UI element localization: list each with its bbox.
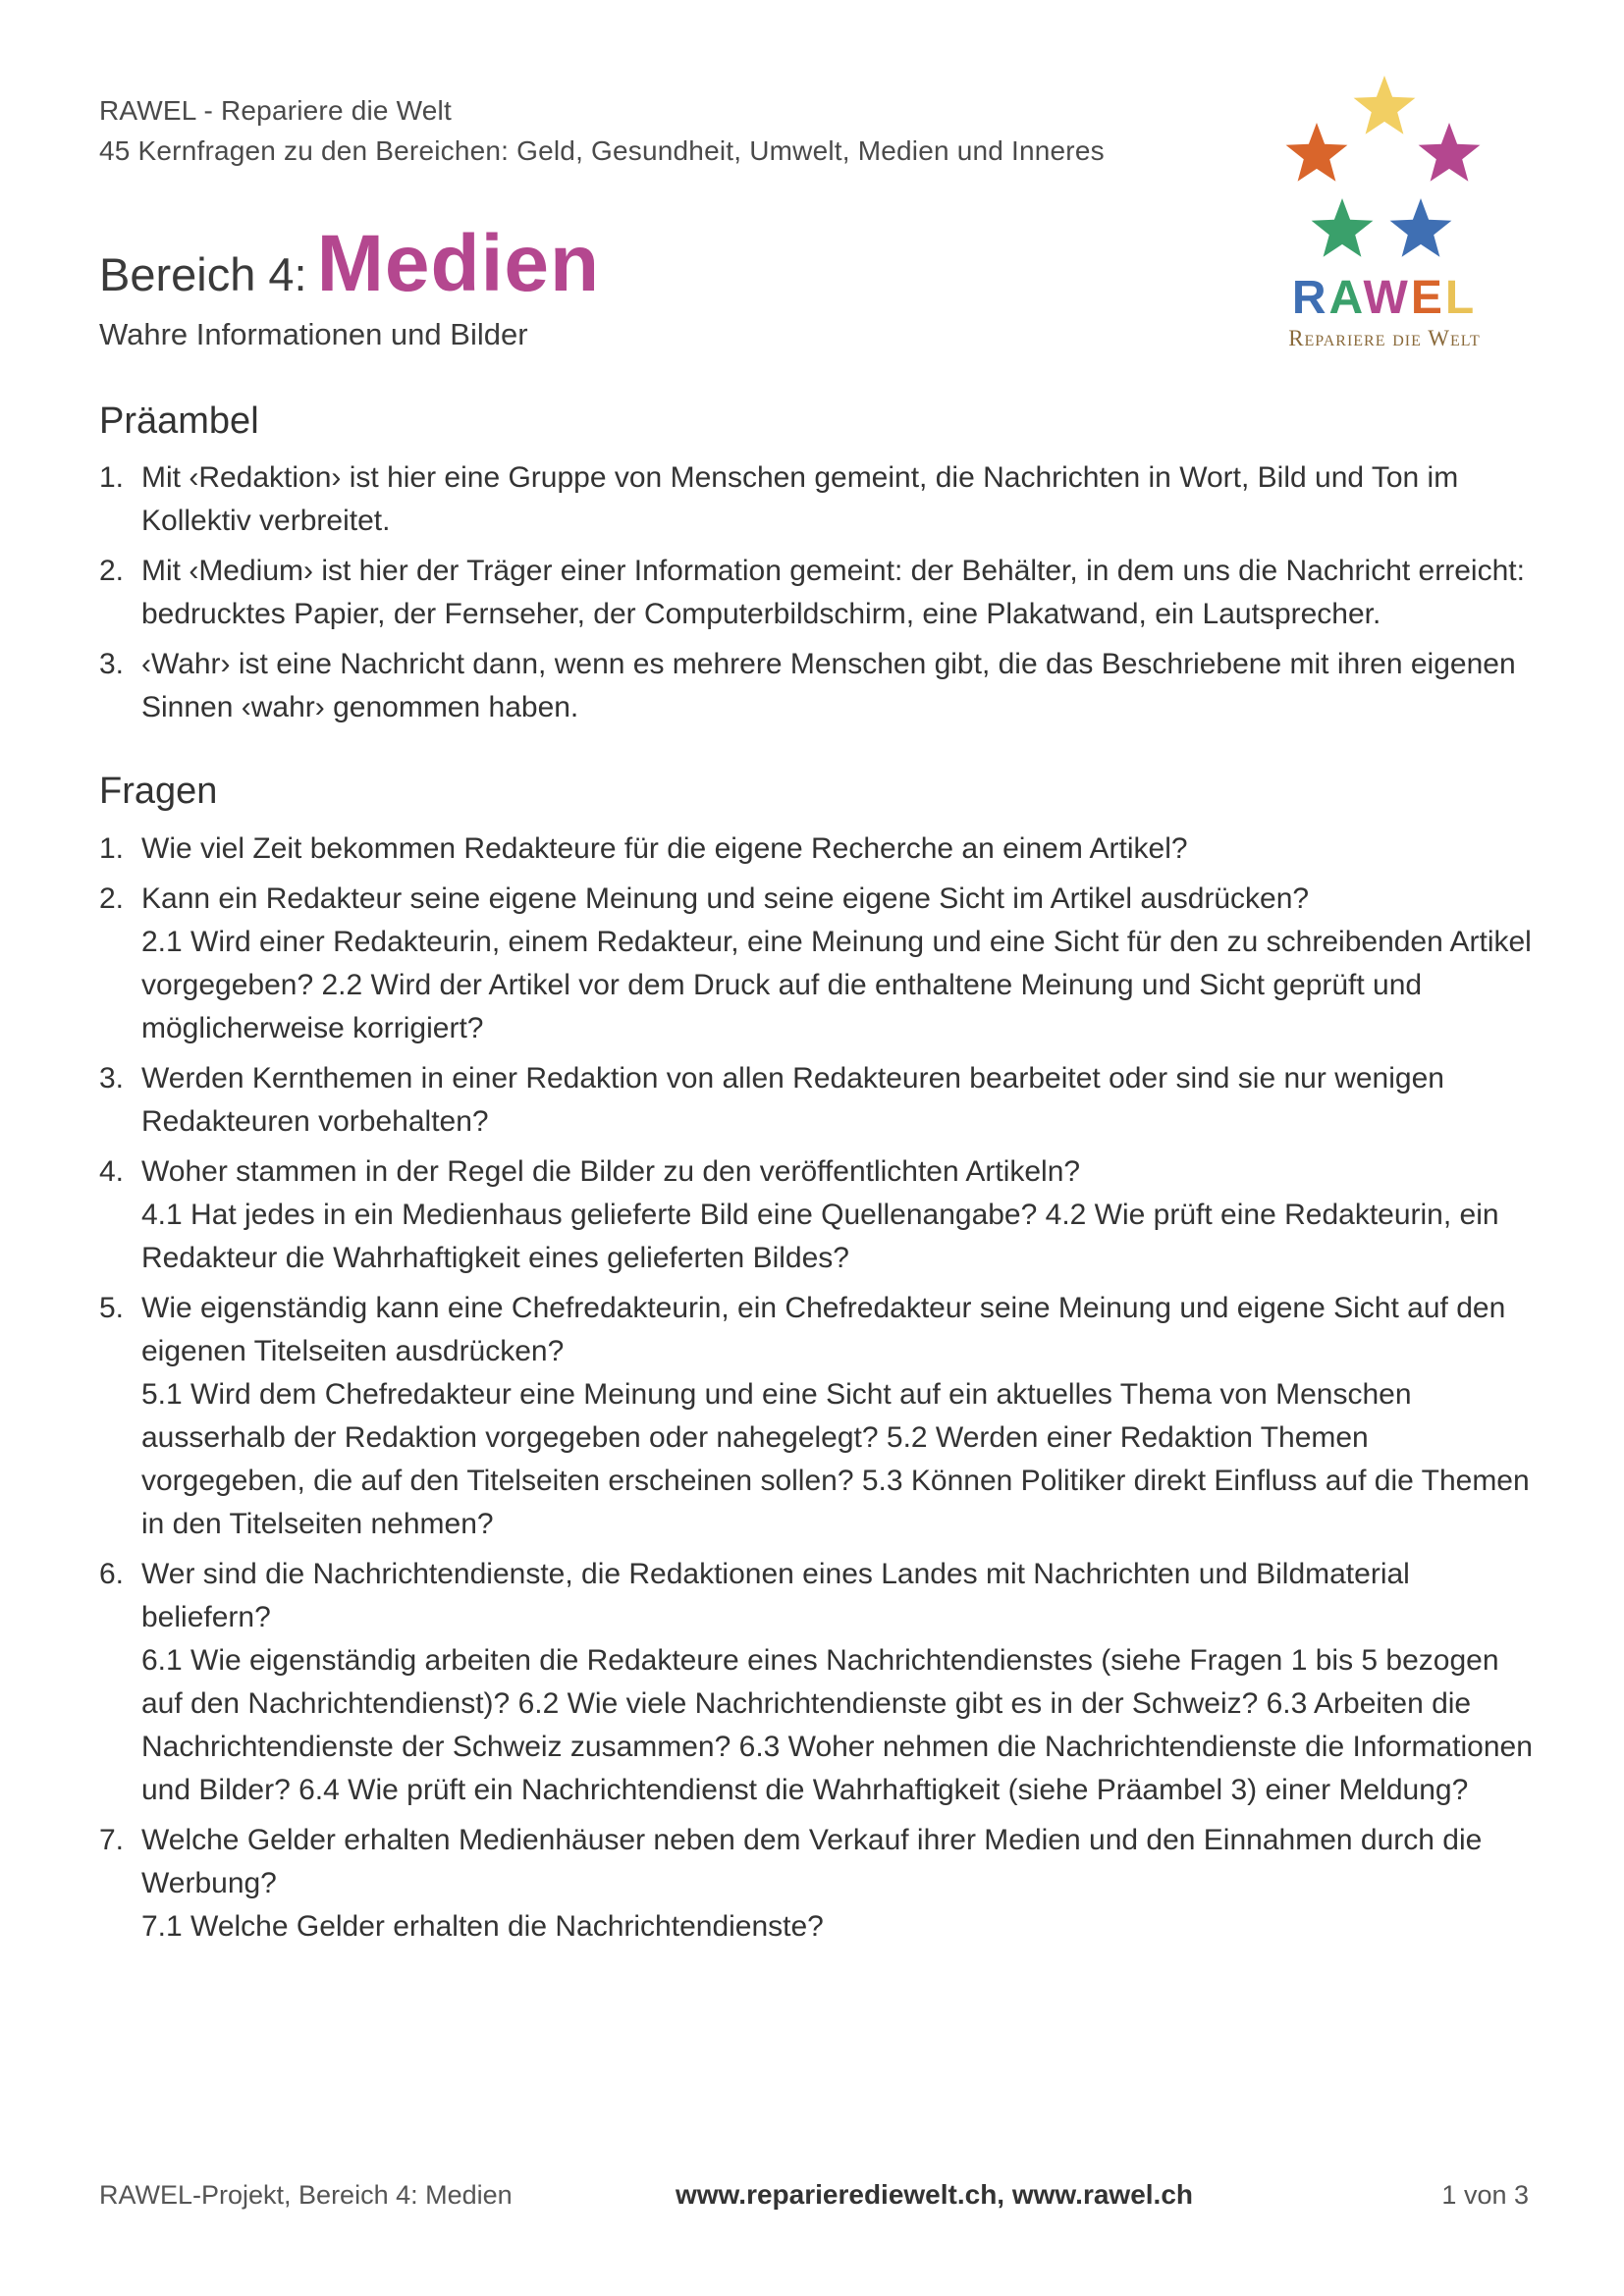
question-text: Werden Kernthemen in einer Redaktion von allen Redakteuren bearbeitet oder sind sie nur wenigen Redakteuren vorbehalten? bbox=[141, 1062, 1444, 1138]
preamble-item bbox=[99, 456, 1538, 543]
questions-heading: Fragen bbox=[99, 771, 218, 812]
star-green-icon bbox=[1312, 198, 1374, 257]
question-subquestions: 7.1 Welche Gelder erhalten die Nachrichtendienste? bbox=[141, 1910, 824, 1943]
logo-letter-w: W bbox=[1363, 272, 1411, 324]
question-text: Wie viel Zeit bekommen Redakteure für die eigene Recherche an einem Artikel? bbox=[141, 832, 1188, 865]
question-item bbox=[99, 878, 1538, 1050]
questions-list bbox=[99, 828, 1538, 1955]
item-text: ‹Wahr› ist eine Nachricht dann, wenn es mehrere Menschen gibt, die das Beschriebene mit ihren eigenen Sinnen ‹wahr› genommen haben. bbox=[141, 648, 1516, 723]
item-number: 7. bbox=[99, 1824, 125, 1856]
question-subquestions: 2.1 Wird einer Redakteurin, einem Redakteur, eine Meinung und eine Sicht für den zu schreibenden Artikel vorgegeben? 2.2 Wird der Artikel vor dem Druck auf die enthaltene Meinung und Sicht geprüft und möglicherweise korrigiert? bbox=[141, 926, 1532, 1044]
question-text: Welche Gelder erhalten Medienhäuser neben dem Verkauf ihrer Medien und den Einnahmen durch die Werbung? bbox=[141, 1824, 1483, 1899]
item-number: 1. bbox=[99, 832, 125, 865]
preamble-item bbox=[99, 550, 1538, 636]
page-title bbox=[99, 218, 600, 310]
title-word: Medien bbox=[316, 219, 601, 308]
star-orange-icon bbox=[1286, 123, 1348, 182]
logo-tagline: Repariere die Welt bbox=[1288, 326, 1481, 350]
item-number: 3. bbox=[99, 648, 125, 680]
item-text: Mit ‹Medium› ist hier der Träger einer Information gemeint: der Behälter, in dem uns die Nachricht erreicht: bedrucktes Papier, der Fernseher, der Computerbildschirm, eine Plakatwand, ein Lautsprecher. bbox=[141, 555, 1525, 630]
logo-letter-e: E bbox=[1410, 272, 1445, 324]
question-item bbox=[99, 1150, 1538, 1280]
star-yellow-icon bbox=[1354, 76, 1416, 134]
question-text: Woher stammen in der Regel die Bilder zu den veröffentlichten Artikeln? bbox=[141, 1155, 1081, 1188]
logo-wordmark bbox=[1267, 271, 1502, 325]
question-item bbox=[99, 1553, 1538, 1812]
footer-project-label: RAWEL-Projekt, Bereich 4: Medien bbox=[99, 2180, 513, 2210]
page-subtitle: Wahre Informationen und Bilder bbox=[99, 317, 528, 351]
footer-page-number: 1 von 3 bbox=[1441, 2180, 1529, 2210]
header-description-line: 45 Kernfragen zu den Bereichen: Geld, Gesundheit, Umwelt, Medien und Inneres bbox=[99, 135, 1105, 166]
star-purple-icon bbox=[1419, 123, 1481, 182]
question-item bbox=[99, 1287, 1538, 1546]
logo-letter-r: R bbox=[1291, 272, 1329, 324]
item-number: 3. bbox=[99, 1062, 125, 1095]
item-number: 2. bbox=[99, 882, 125, 915]
item-number: 4. bbox=[99, 1155, 125, 1188]
title-prefix: Bereich 4: bbox=[99, 248, 307, 300]
question-text: Wie eigenständig kann eine Chefredakteurin, ein Chefredakteur seine Meinung und eigene Sicht auf den eigenen Titelseiten ausdrücken? bbox=[141, 1292, 1506, 1367]
star-blue-icon bbox=[1390, 198, 1452, 257]
question-subquestions: 4.1 Hat jedes in ein Medienhaus gelieferte Bild eine Quellenangabe? 4.2 Wie prüft eine Redakteurin, ein Redakteur die Wahrhaftigkeit eines gelieferten Bildes? bbox=[141, 1199, 1499, 1274]
preamble-list bbox=[99, 456, 1538, 736]
preamble-heading: Präambel bbox=[99, 400, 259, 442]
item-number: 2. bbox=[99, 555, 125, 587]
question-subquestions: 5.1 Wird dem Chefredakteur eine Meinung und eine Sicht auf ein aktuelles Thema von Menschen ausserhalb der Redaktion vorgegeben oder nahegelegt? 5.2 Werden einer Redaktion Themen vorgegeben, die auf den Titelseiten erscheinen sollen? 5.3 Können Politiker direkt Einfluss auf die Themen in den Titelseiten nehmen? bbox=[141, 1378, 1530, 1540]
item-number: 5. bbox=[99, 1292, 125, 1324]
item-text: Mit ‹Redaktion› ist hier eine Gruppe von Menschen gemeint, die Nachrichten in Wort, Bild und Ton im Kollektiv verbreitet. bbox=[141, 461, 1459, 537]
question-text: Wer sind die Nachrichtendienste, die Redaktionen eines Landes mit Nachrichten und Bildmaterial beliefern? bbox=[141, 1558, 1410, 1633]
question-item bbox=[99, 828, 1538, 871]
logo-letter-a: A bbox=[1328, 272, 1364, 324]
logo-letter-l: L bbox=[1444, 272, 1478, 324]
question-item bbox=[99, 1819, 1538, 1949]
question-item bbox=[99, 1057, 1538, 1144]
preamble-item bbox=[99, 643, 1538, 729]
footer-website-links[interactable]: www.reparierediewelt.ch, www.rawel.ch bbox=[676, 2179, 1193, 2210]
question-text: Kann ein Redakteur seine eigene Meinung und seine eigene Sicht im Artikel ausdrücken? bbox=[141, 882, 1310, 915]
question-subquestions: 6.1 Wie eigenständig arbeiten die Redakteure eines Nachrichtendienstes (siehe Fragen 1 bis 5 bezogen auf den Nachrichtendienst)? 6.2 Wie viele Nachrichtendienste gibt es in der Schweiz? 6.3 Arbeiten die Nachrichtendienste der Schweiz zusammen? 6.3 Woher nehmen die Nachrichtendienste die Informationen und Bilder? 6.4 Wie prüft ein Nachrichtendienst die Wahrhaftigkeit (siehe Präambel 3) einer Meldung? bbox=[141, 1644, 1533, 1806]
item-number: 6. bbox=[99, 1558, 125, 1590]
header-project-line: RAWEL - Repariere die Welt bbox=[99, 95, 452, 126]
item-number: 1. bbox=[99, 461, 125, 494]
